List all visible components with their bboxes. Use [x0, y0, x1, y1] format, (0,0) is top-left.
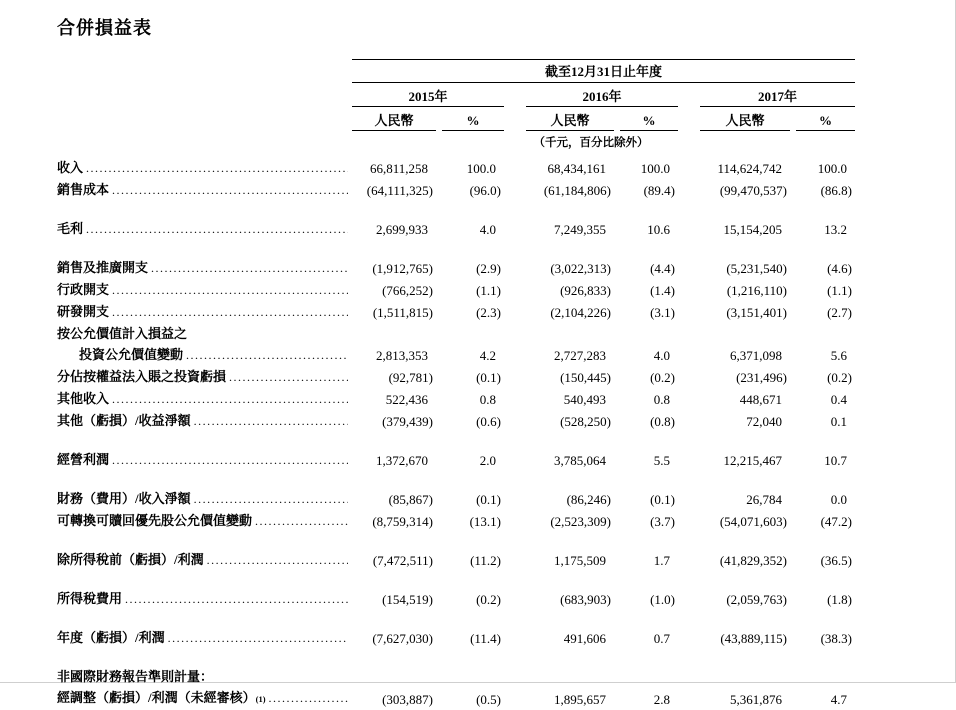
- percent-value: (1.1): [476, 283, 501, 298]
- percent-value: 4.2: [479, 348, 496, 363]
- rmb-value: (150,445): [560, 370, 611, 385]
- rmb-value: 1,175,509: [554, 553, 606, 568]
- unit-note: （千元，百分比除外）: [533, 137, 649, 149]
- rmb-value: 1,372,670: [376, 453, 428, 468]
- dot-leader: [269, 688, 348, 709]
- dot-leader: [229, 367, 348, 388]
- row-label: 分佔按權益法入賬之投資虧損 .....: [57, 366, 352, 388]
- rmb-value: 3,785,064: [554, 453, 606, 468]
- rmb-value: 540,493: [563, 392, 606, 407]
- percent-value: 100.0: [817, 161, 847, 176]
- rmb-value: (683,903): [560, 592, 611, 607]
- percent-value: 2.0: [479, 453, 496, 468]
- percent-value: (0.6): [476, 414, 501, 429]
- dot-leader: [112, 389, 348, 410]
- percent-value: (11.4): [470, 631, 501, 646]
- rmb-column-header: 人民幣: [352, 107, 436, 131]
- row-label: 按公允價值計入損益之: [57, 326, 188, 341]
- rmb-value: 5,361,876: [730, 692, 782, 707]
- rmb-value: (1,511,815): [372, 305, 433, 320]
- dot-leader: [168, 628, 348, 649]
- percent-value: (1.4): [650, 283, 675, 298]
- percent-value: (0.2): [827, 370, 852, 385]
- rmb-value: (92,781): [388, 370, 433, 385]
- row-label: 經調整（虧損）/利潤（未經審核） (1) .....: [57, 687, 352, 710]
- row-label: 經營利潤 .....: [57, 449, 352, 471]
- rmb-value: 2,699,933: [376, 222, 428, 237]
- table-row: [57, 323, 855, 344]
- table-row: [57, 449, 855, 471]
- row-spacer: [57, 240, 855, 257]
- dot-leader: [112, 302, 348, 323]
- rmb-value: (3,022,313): [550, 261, 611, 276]
- percent-value: (2.9): [476, 261, 501, 276]
- percent-value: 0.8: [479, 392, 496, 407]
- rmb-value: 491,606: [563, 631, 606, 646]
- rmb-value: 6,371,098: [730, 348, 782, 363]
- dot-leader: [86, 219, 348, 240]
- rmb-value: (231,496): [736, 370, 787, 385]
- table-header: [57, 59, 855, 150]
- table-row: [57, 301, 855, 323]
- rmb-value: (41,829,352): [719, 553, 787, 568]
- percent-value: (13.1): [469, 514, 501, 529]
- percent-value: (1.8): [827, 592, 852, 607]
- percent-value: (3.7): [650, 514, 675, 529]
- table-row: [57, 488, 855, 510]
- percent-value: 10.7: [824, 453, 847, 468]
- rmb-column-header: 人民幣: [700, 107, 790, 131]
- row-label: 其他收入 .....: [57, 388, 352, 410]
- rmb-value: 448,671: [739, 392, 782, 407]
- percent-value: 4.0: [479, 222, 496, 237]
- table-row: [57, 687, 855, 710]
- percent-value: (4.4): [650, 261, 675, 276]
- percent-value: 13.2: [824, 222, 847, 237]
- percent-value: (0.8): [650, 414, 675, 429]
- percent-value: (96.0): [469, 183, 501, 198]
- rmb-value: (2,523,309): [550, 514, 611, 529]
- table-row: [57, 279, 855, 301]
- rmb-value: 2,727,283: [554, 348, 606, 363]
- rmb-value: 72,040: [746, 414, 782, 429]
- row-spacer: [57, 201, 855, 218]
- dot-leader: [112, 180, 348, 201]
- rmb-value: (528,250): [560, 414, 611, 429]
- rmb-value: (2,104,226): [550, 305, 611, 320]
- percent-value: (0.1): [476, 370, 501, 385]
- table-row: [57, 157, 855, 179]
- percent-value: (11.2): [470, 553, 501, 568]
- percent-value: (0.1): [476, 492, 501, 507]
- dot-leader: [86, 158, 348, 179]
- table-row: [57, 257, 855, 279]
- dot-leader: [112, 280, 348, 301]
- rmb-value: (8,759,314): [372, 514, 433, 529]
- table-row: [57, 588, 855, 610]
- row-spacer: [57, 649, 855, 666]
- period-header: 截至12月31日止年度: [352, 59, 855, 83]
- percent-value: (0.2): [650, 370, 675, 385]
- percent-value: 100.0: [466, 161, 496, 176]
- row-label: 財務（費用）/收入淨額 .....: [57, 488, 352, 510]
- table-row: [57, 218, 855, 240]
- percent-value: (3.1): [650, 305, 675, 320]
- rmb-value: 2,813,353: [376, 348, 428, 363]
- percent-value: (0.2): [476, 592, 501, 607]
- row-label: 非國際財務報告準則計量：: [57, 669, 214, 684]
- rmb-value: (54,071,603): [719, 514, 787, 529]
- percent-value: (2.7): [827, 305, 852, 320]
- row-label: 其他（虧損）/收益淨額 .....: [57, 410, 352, 432]
- rmb-value: (766,252): [382, 283, 433, 298]
- percent-value: 1.7: [653, 553, 670, 568]
- percent-value: (2.3): [476, 305, 501, 320]
- rmb-value: 522,436: [385, 392, 428, 407]
- rmb-value: (99,470,537): [719, 183, 787, 198]
- dot-leader: [194, 489, 348, 510]
- rmb-value: (5,231,540): [726, 261, 787, 276]
- percent-value: 100.0: [640, 161, 670, 176]
- rmb-value: 1,895,657: [554, 692, 606, 707]
- footnote-ref: (1): [255, 694, 266, 704]
- rmb-column-header: 人民幣: [526, 107, 614, 131]
- percent-value: 0.4: [830, 392, 847, 407]
- rmb-value: (86,246): [566, 492, 611, 507]
- table-row: [57, 366, 855, 388]
- percent-value: (38.3): [820, 631, 852, 646]
- year-header-2016: 2016年: [526, 83, 678, 107]
- dot-leader: [255, 511, 348, 532]
- percent-value: 2.8: [653, 692, 670, 707]
- percent-value: 5.6: [830, 348, 847, 363]
- period-header-row: [57, 59, 855, 83]
- rmb-value: (7,472,511): [372, 553, 433, 568]
- rmb-value: (1,912,765): [372, 261, 433, 276]
- row-label: 收入 .....: [57, 157, 352, 179]
- rmb-value: (2,059,763): [726, 592, 787, 607]
- percent-value: 0.0: [830, 492, 847, 507]
- table-row: [57, 344, 855, 366]
- rmb-value: (61,184,806): [543, 183, 611, 198]
- percent-value: (0.1): [650, 492, 675, 507]
- rmb-value: (85,867): [388, 492, 433, 507]
- row-label: 可轉換可贖回優先股公允價值變動 .....: [57, 510, 352, 532]
- row-label: 研發開支 .....: [57, 301, 352, 323]
- row-label: 銷售及推廣開支 .....: [57, 257, 352, 279]
- dot-leader: [112, 450, 348, 471]
- row-label: 投資公允價值變動 .....: [57, 344, 352, 366]
- percent-value: 4.0: [653, 348, 670, 363]
- row-spacer: [57, 532, 855, 549]
- page-title: 合併損益表: [57, 18, 152, 38]
- percent-value: (1.0): [650, 592, 675, 607]
- rmb-value: 7,249,355: [554, 222, 606, 237]
- percent-column-header: %: [620, 110, 678, 131]
- year-header-2017: 2017年: [700, 83, 855, 107]
- dot-leader: [186, 345, 348, 366]
- percent-value: (0.5): [476, 692, 501, 707]
- row-label: 行政開支 .....: [57, 279, 352, 301]
- percent-value: 0.8: [653, 392, 670, 407]
- percent-value: (36.5): [820, 553, 852, 568]
- income-statement-table: [57, 59, 855, 710]
- dot-leader: [194, 411, 348, 432]
- table-row: [57, 388, 855, 410]
- rmb-value: (303,887): [382, 692, 433, 707]
- table-row: [57, 666, 855, 687]
- percent-value: 5.5: [653, 453, 670, 468]
- row-spacer: [57, 571, 855, 588]
- rmb-value: 68,434,161: [547, 161, 606, 176]
- table-row: [57, 549, 855, 571]
- rmb-value: (154,519): [382, 592, 433, 607]
- rmb-value: (379,439): [382, 414, 433, 429]
- rmb-value: (3,151,401): [726, 305, 787, 320]
- rmb-value: 26,784: [746, 492, 782, 507]
- row-spacer: [57, 610, 855, 627]
- unit-note-row: [57, 131, 855, 150]
- percent-value: (89.4): [643, 183, 675, 198]
- percent-value: (4.6): [827, 261, 852, 276]
- percent-value: 0.7: [653, 631, 670, 646]
- percent-value: (86.8): [820, 183, 852, 198]
- rmb-value: 12,215,467: [723, 453, 782, 468]
- rmb-value: (1,216,110): [726, 283, 787, 298]
- rmb-value: 15,154,205: [723, 222, 782, 237]
- row-spacer: [57, 432, 855, 449]
- rmb-value: (64,111,325): [366, 183, 433, 198]
- percent-value: (47.2): [820, 514, 852, 529]
- year-header-row: [57, 83, 855, 107]
- row-label: 銷售成本 .....: [57, 179, 352, 201]
- percent-column-header: %: [442, 110, 504, 131]
- column-header-row: [57, 107, 855, 131]
- row-label: 所得稅費用 .....: [57, 588, 352, 610]
- table-row: [57, 510, 855, 532]
- percent-value: (1.1): [827, 283, 852, 298]
- row-label: 毛利 .....: [57, 218, 352, 240]
- row-label: 年度（虧損）/利潤 .....: [57, 627, 352, 649]
- percent-value: 0.1: [830, 414, 847, 429]
- year-header-2015: 2015年: [352, 83, 504, 107]
- rmb-value: (926,833): [560, 283, 611, 298]
- dot-leader: [207, 550, 348, 571]
- table-row: [57, 627, 855, 649]
- rmb-value: 66,811,258: [369, 161, 428, 176]
- table-row: [57, 179, 855, 201]
- dot-leader: [151, 258, 348, 279]
- percent-value: 10.6: [647, 222, 670, 237]
- row-spacer: [57, 471, 855, 488]
- table-row: [57, 410, 855, 432]
- percent-value: 4.7: [830, 692, 847, 707]
- table-body: [57, 157, 855, 710]
- percent-column-header: %: [796, 110, 855, 131]
- dot-leader: [125, 589, 348, 610]
- rmb-value: (43,889,115): [720, 631, 787, 646]
- rmb-value: 114,624,742: [717, 161, 782, 176]
- rmb-value: (7,627,030): [372, 631, 433, 646]
- row-label: 除所得稅前（虧損）/利潤 .....: [57, 549, 352, 571]
